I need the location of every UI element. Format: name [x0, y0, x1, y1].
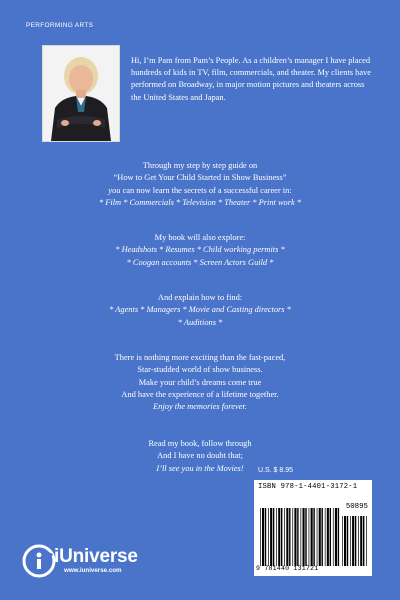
barcode-bar [355, 516, 356, 566]
barcode-bar [330, 508, 331, 566]
final-line-2: And I have no doubt that; [157, 451, 243, 461]
final-tagline: I’ll see you in the Movies! [156, 463, 244, 473]
category-label: PERFORMING ARTS [26, 22, 94, 29]
barcode-bar [333, 508, 334, 566]
barcode-bar [319, 508, 321, 566]
barcode-bar [270, 508, 272, 566]
final-section [0, 438, 400, 475]
closing-line-4: And have the experience of a lifetime together. [121, 389, 279, 399]
closing-line-3: Make your child’s dreams come true [138, 377, 262, 387]
author-photo [42, 45, 120, 142]
barcode-bar [347, 516, 348, 566]
explore-list-1: * Headshots * Resumes * Child working permits * [115, 245, 285, 255]
intro-line-3-rest: can now learn the secrets of a successful career in: [120, 185, 292, 195]
explore-section [0, 232, 400, 269]
explore-heading: My book will also explore: [154, 233, 246, 242]
find-list-2: * Auditions * [177, 317, 223, 327]
ean-digits: 9 781440 131721 [256, 565, 319, 572]
price-code: 50895 [345, 503, 368, 511]
find-heading: And explain how to find: [157, 293, 243, 302]
ean-barcode-bars [260, 508, 340, 566]
isbn-number: ISBN 978-1-4401-3172-1 [258, 483, 358, 491]
barcode-bar [276, 508, 277, 566]
barcode-bar [325, 508, 326, 566]
publisher-url: www.iuniverse.com [64, 567, 122, 574]
barcode-bar [297, 508, 298, 566]
price-label: U.S. $ 8.95 [258, 467, 294, 474]
barcode-bar [303, 508, 305, 566]
closing-section [0, 352, 400, 413]
intro-line-1: Through my step by step guide on [142, 161, 258, 170]
barcode-bar [273, 508, 274, 566]
barcode-bar [350, 516, 351, 566]
barcode-bar [301, 508, 302, 566]
intro-career-list: * Film * Commercials * Television * Theater * Print work * [99, 197, 301, 207]
barcode-bar [305, 508, 306, 566]
barcode-bar [352, 516, 354, 566]
barcode-bar [335, 508, 337, 566]
barcode-bar [358, 516, 359, 566]
closing-line-1: There is nothing more exciting than the fast-paced, [114, 353, 286, 362]
intro-line-3-italic: you [108, 185, 121, 195]
barcode-bar [366, 516, 367, 566]
barcode-bar [265, 508, 266, 566]
barcode-bar [342, 516, 343, 566]
iuniverse-swirl-icon [22, 544, 56, 578]
intro-section [0, 160, 400, 209]
barcode-bar [360, 516, 362, 566]
barcode-bar [260, 508, 261, 566]
barcode-bar [322, 508, 323, 566]
barcode-bar [317, 508, 318, 566]
find-section [0, 292, 400, 329]
barcode-bar [309, 508, 310, 566]
barcode-bar [278, 508, 280, 566]
barcode-bar [268, 508, 269, 566]
final-line-1: Read my book, follow through [148, 439, 252, 448]
barcode-bar [292, 508, 293, 566]
barcode-bar [281, 508, 282, 566]
publisher-logo [22, 542, 162, 580]
barcode-bar [344, 516, 346, 566]
barcode-bar [284, 508, 285, 566]
closing-line-2: Star-studded world of show business. [137, 365, 263, 375]
publisher-name: iUniverse [54, 546, 138, 567]
barcode-bar [363, 516, 364, 566]
author-bio: Hi, I’m Pam from Pam’s People. As a children’s manager I have placed hundreds of kids in TV, film, commercials, and theater. My clients have performed on Broadway, in major motion pictures and theaters across the United States and Japan. [131, 56, 371, 102]
barcode-bar [289, 508, 290, 566]
find-list-1: * Agents * Managers * Movie and Casting directors * [109, 305, 291, 315]
intro-line-3 [0, 185, 400, 197]
barcode-bar [338, 508, 339, 566]
barcode-bar [311, 508, 313, 566]
explore-list-2: * Coogan accounts * Screen Actors Guild * [126, 257, 274, 267]
closing-line-5: Enjoy the memories forever. [153, 402, 247, 412]
barcode-bar [262, 508, 264, 566]
intro-line-2: “How to Get Your Child Started in Show Business” [113, 173, 287, 183]
barcode-bar [313, 508, 314, 566]
addon-barcode-bars [342, 516, 368, 566]
barcode-bar [286, 508, 288, 566]
author-portrait-image [43, 46, 119, 141]
barcode-bar [327, 508, 329, 566]
isbn-barcode [254, 480, 372, 576]
barcode-bar [294, 508, 296, 566]
